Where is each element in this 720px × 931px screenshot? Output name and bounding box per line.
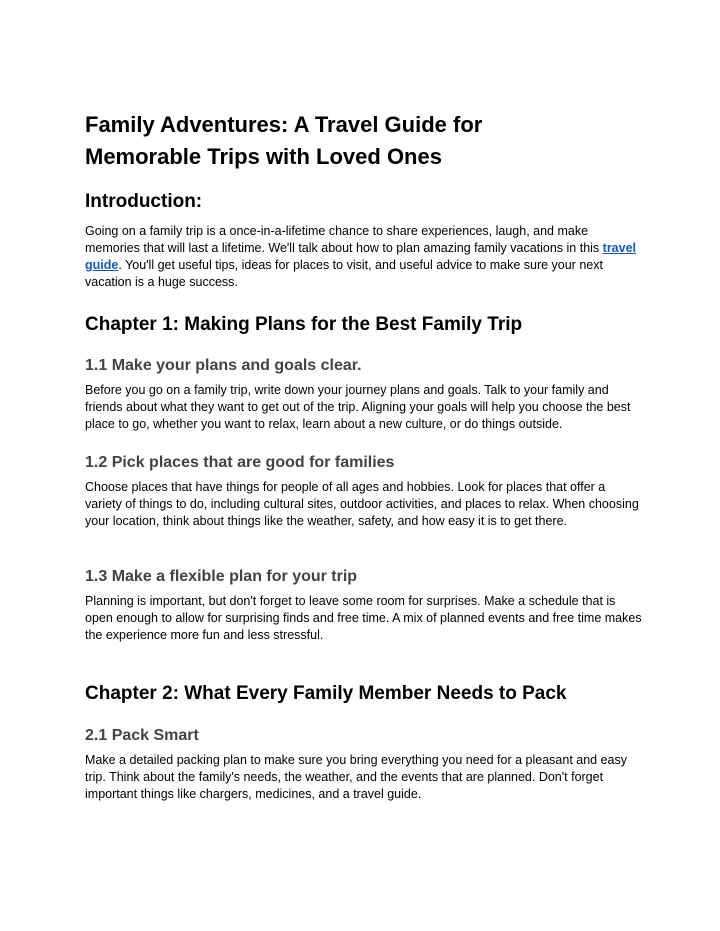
section-1-1-heading: 1.1 Make your plans and goals clear. [85,357,362,374]
chapter1-heading: Chapter 1: Making Plans for the Best Family Trip [85,314,523,335]
section-1-3-text: Planning is important, but don't forget to leave some room for surprises. Make a schedule that is open enough to allow for surprising finds and free time. A mix of planned events and free time makes the experience more fun and less stressful. [85,594,642,642]
document-title-line1: Family Adventures: A Travel Guide for [85,112,483,137]
section-1-3-heading: 1.3 Make a flexible plan for your trip [85,568,358,585]
section-1-2-heading: 1.2 Pick places that are good for families [85,454,395,471]
section-2-1-heading: 2.1 Pack Smart [85,727,199,744]
document-title-line2: Memorable Trips with Loved Ones [85,144,442,169]
intro-text-before-link: Going on a family trip is a once-in-a-lifetime chance to share experiences, laugh, and make memories that will last a lifetime. We'll talk about how to plan amazing family vacations in this [85,224,603,255]
section-1-2-text: Choose places that have things for people of all ages and hobbies. Look for places that offer a variety of things to do, including cultural sites, outdoor activities, and places to relax. When choosing your location, think about things like the weather, safety, and how easy it is to get there. [85,480,639,528]
travel-guide-link[interactable]: travel guide [85,241,637,272]
document-title [85,109,482,173]
section-2-1-text: Make a detailed packing plan to make sure you bring everything you need for a pleasant and easy trip. Think about the family's needs, the weather, and the events that are planned. Don't forget important things like chargers, medicines, and a travel guide. [85,753,628,801]
chapter2-heading: Chapter 2: What Every Family Member Needs to Pack [85,683,567,704]
section-1-1-text: Before you go on a family trip, write down your journey plans and goals. Talk to your family and friends about what they want to get out of the trip. Aligning your goals will help you choose the best place to go, whether you want to relax, learn about a new culture, or do things outside. [85,383,631,431]
intro-paragraph [85,223,643,291]
intro-text-after-link: . You'll get useful tips, ideas for places to visit, and useful advice to make sure your next vacation is a huge success. [85,258,603,289]
intro-heading: Introduction: [85,191,203,212]
